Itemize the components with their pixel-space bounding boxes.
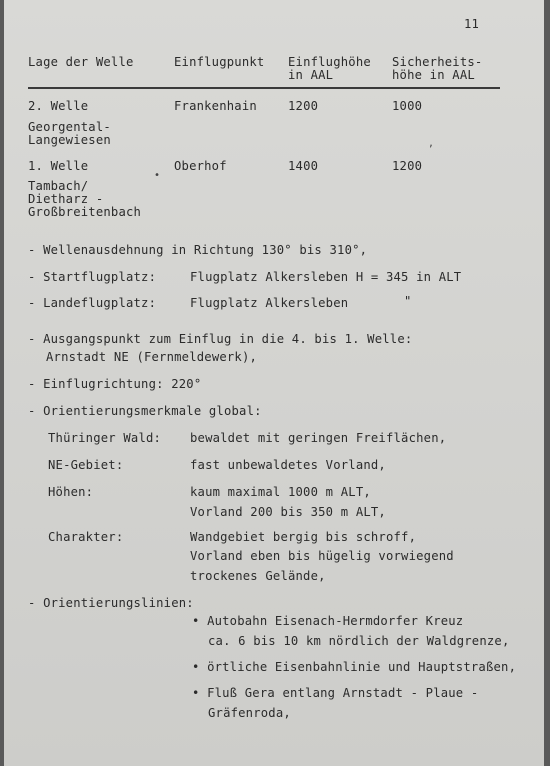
stray-mark: • [154, 170, 161, 181]
merkmal-charakter-label: Charakter: [48, 530, 124, 544]
row2-einflughoehe: 1400 [288, 159, 319, 173]
merkmal-hoehen-line2: Vorland 200 bis 350 m ALT, [190, 505, 386, 519]
row2-ort-line3: Großbreitenbach [28, 205, 142, 219]
merkmal-hoehen-label: Höhen: [48, 485, 94, 499]
linie-autobahn-line1: • Autobahn Eisenach-Hermdorfer Kreuz [192, 614, 464, 628]
linie-gera-line1: • Fluß Gera entlang Arnstadt - Plaue - [192, 686, 479, 700]
page-number: 11 [464, 17, 480, 31]
row2-einflugpunkt: Oberhof [174, 159, 227, 173]
header-sicherheitshoehe-line2: höhe in AAL [392, 68, 475, 82]
linie-eisenbahn: • örtliche Eisenbahnlinie und Hauptstraßen, [192, 660, 517, 674]
item-startflugplatz-label: - Startflugplatz: [28, 270, 157, 284]
row2-ort-line1: Tambach/ [28, 179, 89, 193]
merkmal-charakter-line1: Wandgebiet bergig bis schroff, [190, 530, 417, 544]
item-ausgangspunkt-line2: Arnstadt NE (Fernmeldewerk), [46, 350, 258, 364]
header-einflughoehe-line2: in AAL [288, 68, 334, 82]
item-landeflugplatz-label: - Landeflugplatz: [28, 296, 157, 310]
row2-sicherheitshoehe: 1200 [392, 159, 423, 173]
linien-title: - Orientierungslinien: [28, 596, 194, 610]
merkmal-ne-value: fast unbewaldetes Vorland, [190, 458, 386, 472]
merkmal-charakter-line3: trockenes Gelände, [190, 569, 326, 583]
header-einflugpunkt: Einflugpunkt [174, 55, 265, 69]
row1-welle: 2. Welle [28, 99, 89, 113]
item-ausgangspunkt-line1: - Ausgangspunkt zum Einflug in die 4. bis 1. Welle: [28, 332, 413, 346]
row1-einflugpunkt: Frankenhain [174, 99, 257, 113]
document-page [4, 0, 544, 766]
merkmal-hoehen-line1: kaum maximal 1000 m ALT, [190, 485, 371, 499]
header-rule [28, 87, 500, 89]
header-lage: Lage der Welle [28, 55, 134, 69]
merkmal-charakter-line2: Vorland eben bis hügelig vorwiegend [190, 549, 454, 563]
item-wellenausdehnung: - Wellenausdehnung in Richtung 130° bis 310°, [28, 243, 368, 257]
row1-sicherheitshoehe: 1000 [392, 99, 423, 113]
item-orientierungsmerkmale-title: - Orientierungsmerkmale global: [28, 404, 262, 418]
stray-mark: , [428, 138, 435, 149]
merkmal-thueringer-value: bewaldet mit geringen Freiflächen, [190, 431, 447, 445]
header-sicherheitshoehe-line1: Sicherheits- [392, 55, 483, 69]
row1-ort-line2: Langewiesen [28, 133, 111, 147]
header-einflughoehe-line1: Einflughöhe [288, 55, 371, 69]
linie-autobahn-line2: ca. 6 bis 10 km nördlich der Waldgrenze, [208, 634, 510, 648]
merkmal-thueringer-label: Thüringer Wald: [48, 431, 162, 445]
row1-einflughoehe: 1200 [288, 99, 319, 113]
item-startflugplatz-value: Flugplatz Alkersleben H = 345 in ALT [190, 270, 462, 284]
item-landeflugplatz-ditto: " [404, 294, 412, 308]
merkmal-ne-label: NE-Gebiet: [48, 458, 124, 472]
row2-ort-line2: Dietharz - [28, 192, 104, 206]
linie-gera-line2: Gräfenroda, [208, 706, 291, 720]
item-einflugrichtung: - Einflugrichtung: 220° [28, 377, 202, 391]
row1-ort-line1: Georgental- [28, 120, 111, 134]
row2-welle: 1. Welle [28, 159, 89, 173]
item-landeflugplatz-value: Flugplatz Alkersleben [190, 296, 349, 310]
